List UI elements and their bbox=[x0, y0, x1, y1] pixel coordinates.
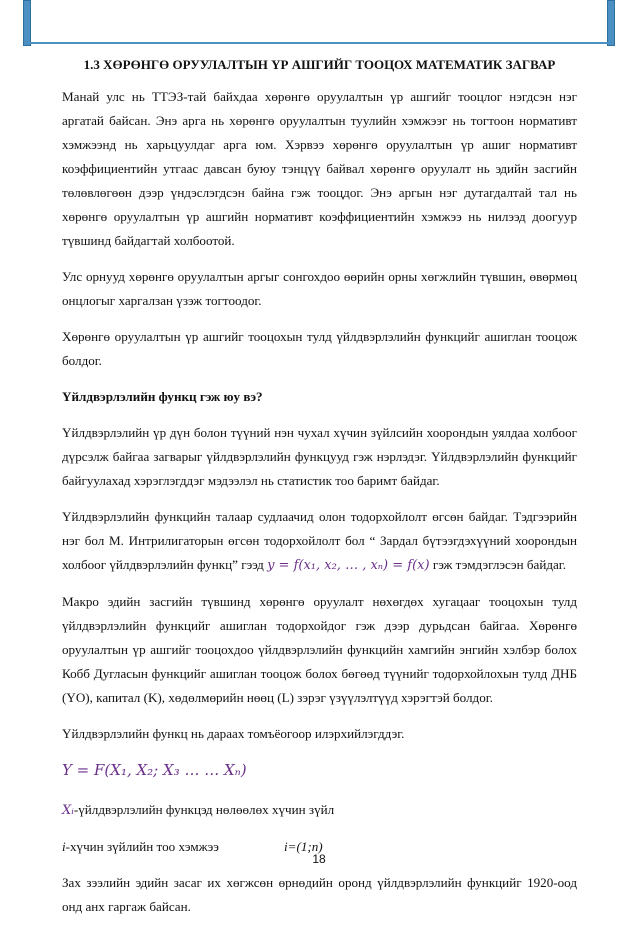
page-number: 18 bbox=[312, 852, 326, 866]
paragraph-7: Үйлдвэрлэлийн функц нь дараах томъёогоор илэрхийлэгддэг. bbox=[62, 726, 405, 741]
i-symbol: i bbox=[62, 839, 66, 854]
paragraph-1: Манай улс нь ТТЭЗ-тай байхдаа хөрөнгө оруулалтын үр ашгийг тооцлог нэгдсэн нэг аргатай байсан. Энэ арга нь хөрөнгө оруулалтын туулийн хэмжээг нь тогтоон нормативт хэмжээнд нь харьцуулдаг арга юм. Хэрвээ хөрөнгө оруулалтын үр ашиг нормативт коэффициентийн утгаас давсан буюу тэнцүү байвал хөрөнгө оруулалт нь эдийн засгийн төлөвлөгөөн дээр үндэслэгдсэн байна гэж тооцдог. Энэ аргын нэг дутагдалтай тал нь хөрөнгө оруулалтын үр ашгийн нормативт коэффициентийн хэмжээ нь нилээд доогуур түвшинд байдагтай холбоотой. bbox=[62, 89, 577, 248]
xi-definition bbox=[62, 798, 577, 823]
header-right-bar bbox=[607, 0, 615, 46]
i-description: -хүчин зүйлийн тоо хэмжээ bbox=[65, 839, 219, 854]
document-body bbox=[62, 55, 577, 931]
paragraph-2: Улс орнууд хөрөнгө оруулалтын аргыг сонгохдоо өөрийн орны хөгжлийн түвшин, өвөрмөц онцлогыг харгалзан үзэж тогтоодог. bbox=[62, 269, 577, 308]
production-function-formula: Y = F(X₁, X₂; X₃ … … Xₙ) bbox=[62, 761, 247, 779]
xi-description: -үйлдвэрлэлийн функцэд нөлөөлөх хүчин зүйл bbox=[73, 802, 335, 817]
paragraph-8: Зах зээлийн эдийн засаг их хөгжсөн өрнөдийн оронд үйлдвэрлэлийн функцийг 1920-оод онд анх гаргаж байсан. bbox=[62, 875, 577, 914]
paragraph-5 bbox=[62, 505, 577, 578]
header-rule bbox=[30, 42, 608, 44]
paragraph-5-text-before: Үйлдвэрлэлийн функцийн талаар судлаачид олон тодорхойлолт өгсөн байдаг. Тэдгээрийн нэг бол М. Интрилигаторын өгсөн тодорхойлолт бол “ Зардал бүтээгдэхүүний хоорондын холбоог үйлдвэрлэлийн функц” гээд bbox=[62, 509, 577, 572]
inline-formula: y = f(x₁, x₂, … , xₙ) = f(x) bbox=[267, 558, 430, 573]
paragraph-3: Хөрөнгө оруулалтын үр ашгийг тооцохын тулд үйлдвэрлэлийн функцийг ашиглан тооцож болдог. bbox=[62, 329, 577, 368]
header-left-bar bbox=[23, 0, 31, 46]
paragraph-6: Макро эдийн засгийн түвшинд хөрөнгө оруулалт нөхөгдөх хугацааг тооцохын тулд үйлдвэрлэлийн функцийг ашиглан тодорхойдог гэж дээр дурьдсан байгаа. Хөрөнгө оруулалтын үр ашгийг тооцохдоо үйлдвэрлэлийн функцийн хамгийн энгийн хэлбэр болох Кобб Дугласын функцийг ашиглан тооцож болох бөгөөд түүнийг тодорхойлохын тулд ДНБ (YO), капитал (K), хөдөлмөрийн нөөц (L) зэрэг үзүүлэлтүүд хэрэгтэй болдог. bbox=[62, 594, 577, 705]
paragraph-5-text-after: гэж тэмдэглэсэн байдаг. bbox=[429, 557, 566, 572]
i-range: i=(1;n) bbox=[284, 839, 323, 854]
paragraph-4: Үйлдвэрлэлийн үр дүн болон түүний нэн чухал хүчин зүйлсийн хоорондын уялдаа холбоог дүрсэлж байгаа загварыг үйлдвэрлэлийн функцууд гэж нэрлэдэг. Үйлдвэрлэлийн функцийг байгуулахад хэрэглэгддэг мэдээлэл нь статистик тоо баримт байдаг. bbox=[62, 425, 577, 488]
section-title: 1.3 ХӨРӨНГӨ ОРУУЛАЛТЫН ҮР АШГИЙГ ТООЦОХ МАТЕМАТИК ЗАГВАР bbox=[83, 57, 556, 72]
subheading: Үйлдвэрлэлийн функц гэж юу вэ? bbox=[62, 389, 263, 404]
xi-symbol: Xᵢ bbox=[62, 803, 74, 818]
